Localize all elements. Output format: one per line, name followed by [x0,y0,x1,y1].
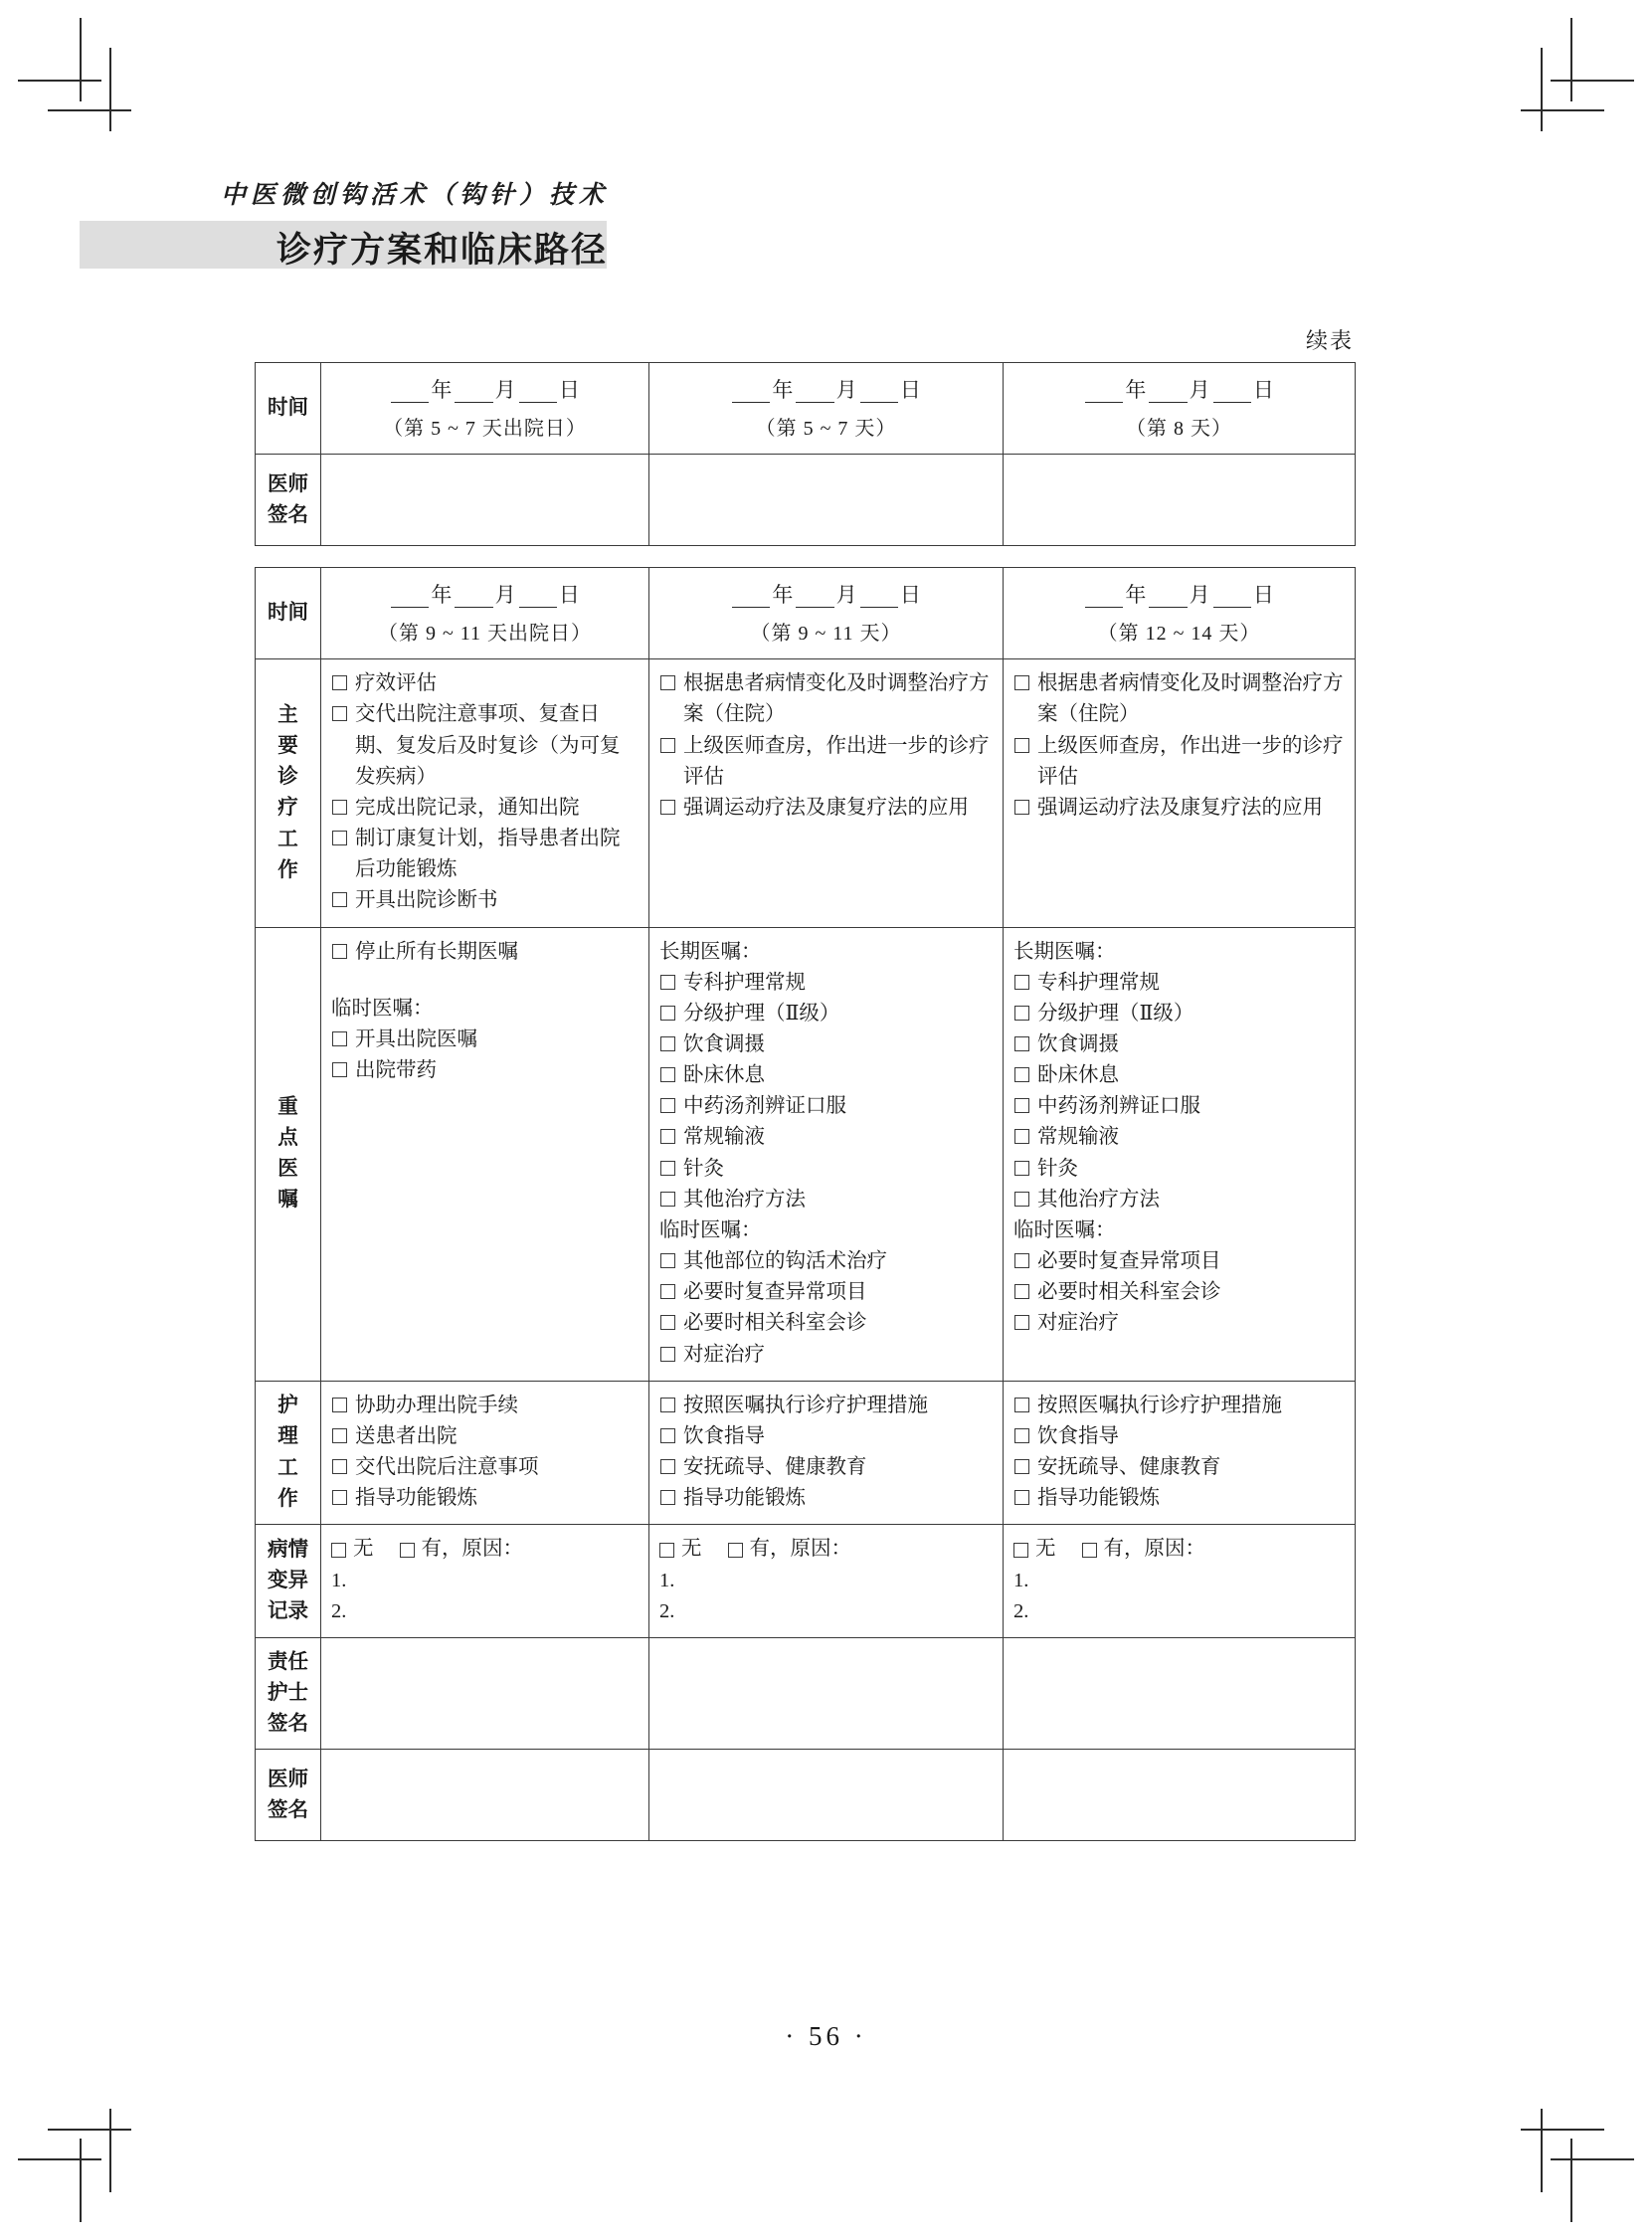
crop-mark-top-right [1539,18,1634,113]
checkbox-item[interactable]: 开具出院医嘱 [331,1025,639,1055]
row-label-char: 病情 [268,1538,308,1561]
list-subheading: 长期医嘱： [659,940,762,963]
continued-table-label: 续表 [1305,328,1354,353]
checkbox-item[interactable]: 常规输液 [659,1122,993,1153]
date-unit-day: 日 [899,378,922,402]
time-cell-upper-3 [1004,363,1356,455]
running-head-technique-title: 中医微创钩活术（钩针）技术 [221,182,610,209]
page-number: · 56 · [785,2021,867,2051]
variance-checkbox-none[interactable]: 无 [331,1538,374,1560]
key-orders-cell-2 [649,927,1004,1381]
time-cell-lower-3 [1004,568,1356,659]
row-label-char: 点 [277,1126,298,1149]
clinical-pathway-table-lower [255,567,1356,1841]
checkbox-item[interactable]: 饮食指导 [1013,1421,1345,1452]
checkbox-item[interactable]: 指导功能锻炼 [659,1483,993,1514]
checkbox-item[interactable]: 专科护理常规 [659,968,993,999]
variance-line-2[interactable]: 2. [1013,1599,1029,1622]
checkbox-item[interactable]: 饮食指导 [659,1421,993,1452]
main-work-cell-3 [1004,659,1356,927]
checkbox-item[interactable]: 开具出院诊断书 [331,885,639,916]
date-unit-day: 日 [558,583,581,607]
variance-options [659,1534,993,1565]
date-blank-line [1013,580,1345,612]
table-row-nurse-signature [256,1637,1356,1749]
date-unit-year: 年 [431,583,454,607]
checkbox-item[interactable]: 指导功能锻炼 [1013,1483,1345,1514]
doctor-signature-blank-cell[interactable] [1004,1750,1356,1841]
table-row-main-work [256,659,1356,927]
checkbox-item[interactable]: 其他治疗方法 [1013,1185,1345,1215]
row-label-char: 护 [277,1395,298,1417]
table-row-time-lower [256,568,1356,659]
day-range-label: （第 8 天） [1126,417,1232,440]
row-label-char: 作 [277,858,298,881]
checkbox-item[interactable]: 其他治疗方法 [659,1185,993,1215]
table-row-key-orders [256,927,1356,1381]
table-row-nursing-work [256,1381,1356,1525]
date-unit-day: 日 [1252,378,1275,402]
row-label-char: 疗 [277,797,298,820]
list-subheading: 临时医嘱： [1013,1218,1116,1241]
checkbox-item[interactable]: 交代出院后注意事项 [331,1452,639,1483]
checkbox-item[interactable]: 交代出院注意事项、复查日期、复发后及时复诊（为可复发疾病） [331,699,639,792]
row-label-char: 时间 [268,397,308,420]
checkbox-item[interactable]: 饮食调摄 [1013,1029,1345,1060]
row-label-char: 作 [277,1487,298,1510]
row-label-char: 诊 [277,766,298,789]
checkbox-item[interactable]: 其他部位的钩活术治疗 [659,1246,993,1277]
checkbox-item[interactable]: 分级护理（Ⅱ级） [659,999,993,1029]
variance-checkbox-yes[interactable]: 有，原因： [1082,1538,1206,1560]
variance-checkbox-none[interactable]: 无 [1013,1538,1056,1560]
checkbox-item[interactable]: 制订康复计划，指导患者出院后功能锻炼 [331,824,639,885]
day-range-label: （第 5 ~ 7 天出院日） [383,417,587,440]
checkbox-item[interactable]: 上级医师查房，作出进一步的诊疗评估 [659,731,993,793]
variance-cell-2 [649,1525,1004,1637]
day-range-label: （第 9 ~ 11 天） [750,622,902,645]
table-row-time-upper [256,363,1356,455]
date-blank-line [331,580,639,612]
row-label-doctor-signature-upper [256,455,321,546]
variance-line-1[interactable]: 1. [1013,1569,1029,1591]
checkbox-item[interactable]: 按照医嘱执行诊疗护理措施 [1013,1391,1345,1421]
checkbox-item[interactable]: 分级护理（Ⅱ级） [1013,999,1345,1029]
date-unit-month: 月 [1189,583,1211,607]
day-range-label: （第 12 ~ 14 天） [1097,622,1261,645]
nursing-work-cell-3 [1004,1381,1356,1525]
crop-mark-bottom-right [1539,2127,1634,2222]
date-unit-month: 月 [494,378,517,402]
variance-checkbox-yes[interactable]: 有，原因： [400,1538,524,1560]
date-unit-day: 日 [1252,583,1275,607]
nurse-signature-blank-cell[interactable] [1004,1637,1356,1749]
date-unit-month: 月 [1189,378,1211,402]
row-label-char: 重 [277,1095,298,1118]
variance-line-2[interactable]: 2. [659,1599,675,1622]
row-label-key-orders [256,927,321,1381]
row-label-time-upper [256,363,321,455]
checkbox-item[interactable]: 疗效评估 [331,668,639,699]
row-label-char: 医师 [268,472,308,495]
row-label-nurse-signature [256,1637,321,1749]
row-label-char: 工 [277,1456,298,1479]
checkbox-item[interactable]: 对症治疗 [659,1340,993,1371]
running-head-book-title: 诊疗方案和临床路径 [276,231,609,271]
nurse-signature-blank-cell[interactable] [321,1637,649,1749]
row-label-char: 医师 [268,1768,308,1790]
checkbox-item[interactable]: 安抚疏导、健康教育 [1013,1452,1345,1483]
checkbox-item[interactable]: 卧床休息 [659,1060,993,1091]
date-unit-day: 日 [899,583,922,607]
signature-blank-cell[interactable] [321,455,649,546]
checkbox-item[interactable]: 指导功能锻炼 [331,1483,639,1514]
checkbox-item[interactable]: 根据患者病情变化及时调整治疗方案（住院） [1013,668,1345,730]
date-unit-year: 年 [772,583,795,607]
row-label-main-work [256,659,321,927]
row-label-char: 签名 [268,503,308,526]
checkbox-item[interactable]: 完成出院记录，通知出院 [331,793,639,824]
checkbox-item[interactable]: 根据患者病情变化及时调整治疗方案（住院） [659,668,993,730]
checkbox-item[interactable]: 强调运动疗法及康复疗法的应用 [1013,793,1345,824]
checkbox-item[interactable]: 安抚疏导、健康教育 [659,1452,993,1483]
checkbox-item[interactable]: 中药汤剂辨证口服 [1013,1091,1345,1122]
day-range-label: （第 5 ~ 7 天） [755,417,897,440]
day-range-label: （第 9 ~ 11 天出院日） [377,622,593,645]
doctor-signature-blank-cell[interactable] [649,1750,1004,1841]
row-label-doctor-signature-lower [256,1750,321,1841]
row-label-char: 签名 [268,1798,308,1821]
checkbox-item[interactable]: 强调运动疗法及康复疗法的应用 [659,793,993,824]
row-label-char: 责任 [268,1650,308,1673]
variance-checkbox-yes[interactable]: 有，原因： [728,1538,852,1560]
nursing-work-cell-2 [649,1381,1004,1525]
main-work-cell-2 [649,659,1004,927]
row-label-char: 医 [277,1158,298,1181]
checkbox-item[interactable]: 必要时复查异常项目 [1013,1246,1345,1277]
checkbox-item[interactable]: 针灸 [659,1154,993,1185]
variance-line-1[interactable]: 1. [331,1569,347,1591]
checkbox-item[interactable]: 对症治疗 [1013,1308,1345,1339]
variance-options [331,1534,639,1565]
list-subheading: 临时医嘱： [331,997,434,1020]
row-label-time-lower [256,568,321,659]
time-cell-upper-1 [321,363,649,455]
date-unit-year: 年 [1125,378,1148,402]
date-blank-line [1013,375,1345,407]
row-label-nursing-work [256,1381,321,1525]
checkbox-item[interactable]: 中药汤剂辨证口服 [659,1091,993,1122]
checkbox-item[interactable]: 送患者出院 [331,1421,639,1452]
row-label-char: 要 [277,735,298,758]
date-unit-month: 月 [494,583,517,607]
checkbox-item[interactable]: 必要时相关科室会诊 [659,1308,993,1339]
variance-cell-1 [321,1525,649,1637]
row-label-char: 时间 [268,602,308,625]
checkbox-item[interactable]: 上级医师查房，作出进一步的诊疗评估 [1013,731,1345,793]
checkbox-item[interactable]: 常规输液 [1013,1122,1345,1153]
date-blank-line [331,375,639,407]
row-label-char: 记录 [268,1600,308,1623]
date-unit-year: 年 [772,378,795,402]
key-orders-cell-3 [1004,927,1356,1381]
checkbox-item[interactable]: 出院带药 [331,1055,639,1086]
date-unit-month: 月 [835,378,858,402]
checkbox-item[interactable]: 必要时复查异常项目 [659,1277,993,1308]
variance-line-1[interactable]: 1. [659,1569,675,1591]
checkbox-item[interactable]: 协助办理出院手续 [331,1391,639,1421]
table-row-doctor-signature-lower [256,1750,1356,1841]
crop-mark-top-left [18,18,113,113]
date-unit-day: 日 [558,378,581,402]
clinical-pathway-table-upper [255,362,1356,546]
list-subheading: 临时医嘱： [659,1218,762,1241]
main-work-cell-1 [321,659,649,927]
checkbox-item[interactable]: 必要时相关科室会诊 [1013,1277,1345,1308]
variance-options [1013,1534,1345,1565]
crop-mark-bottom-left [18,2127,113,2222]
nurse-signature-blank-cell[interactable] [649,1637,1004,1749]
list-subheading: 长期医嘱： [1013,940,1116,963]
checkbox-item[interactable]: 专科护理常规 [1013,968,1345,999]
checkbox-item[interactable]: 卧床休息 [1013,1060,1345,1091]
date-unit-year: 年 [431,378,454,402]
row-label-char: 理 [277,1425,298,1448]
checkbox-item[interactable]: 按照医嘱执行诊疗护理措施 [659,1391,993,1421]
date-unit-month: 月 [835,583,858,607]
checkbox-item[interactable]: 停止所有长期医嘱 [331,937,639,968]
signature-blank-cell[interactable] [649,455,1004,546]
time-cell-lower-1 [321,568,649,659]
checkbox-item[interactable]: 针灸 [1013,1154,1345,1185]
variance-cell-3 [1004,1525,1356,1637]
variance-checkbox-none[interactable]: 无 [659,1538,702,1560]
date-blank-line [659,580,993,612]
checkbox-item[interactable]: 饮食调摄 [659,1029,993,1060]
spacer [331,968,639,994]
variance-line-2[interactable]: 2. [331,1599,347,1622]
table-row-doctor-signature-upper [256,455,1356,546]
doctor-signature-blank-cell[interactable] [321,1750,649,1841]
row-label-char: 变异 [268,1570,308,1592]
row-label-char: 工 [277,828,298,850]
row-label-variance-record [256,1525,321,1637]
signature-blank-cell[interactable] [1004,455,1356,546]
row-label-char: 签名 [268,1713,308,1736]
time-cell-upper-2 [649,363,1004,455]
row-label-char: 主 [277,703,298,726]
nursing-work-cell-1 [321,1381,649,1525]
key-orders-cell-1 [321,927,649,1381]
table-row-variance-record [256,1525,1356,1637]
date-unit-year: 年 [1125,583,1148,607]
row-label-char: 护士 [268,1681,308,1704]
row-label-char: 嘱 [277,1189,298,1212]
date-blank-line [659,375,993,407]
time-cell-lower-2 [649,568,1004,659]
